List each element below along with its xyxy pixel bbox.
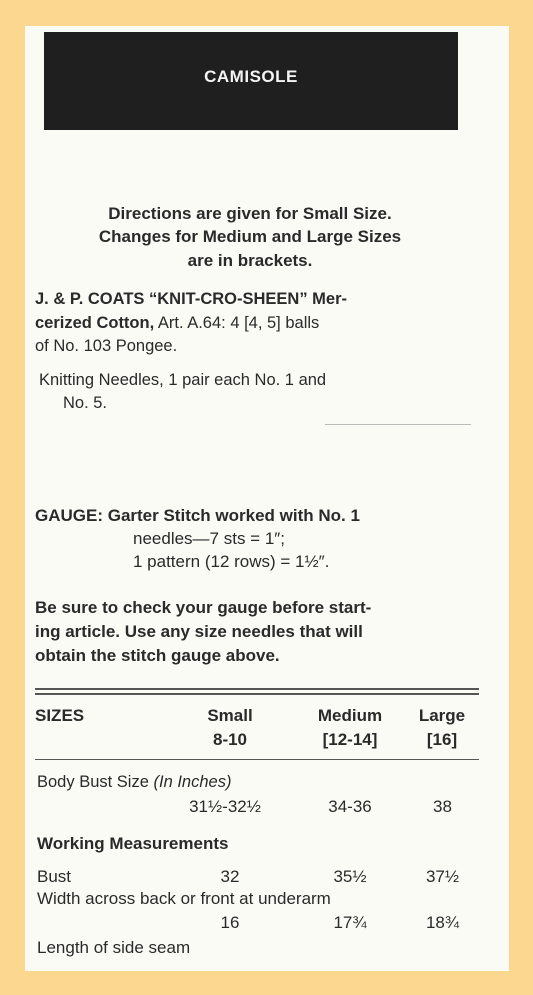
bust-large: 37½	[425, 867, 460, 886]
width-medium: 17¾	[333, 913, 367, 932]
title-banner	[44, 32, 458, 130]
col-medium-name: Medium	[317, 706, 383, 725]
gauge-line-1	[35, 505, 360, 527]
materials-cotton: cerized Cotton,	[35, 314, 155, 332]
bust-label: Bust	[37, 867, 72, 886]
width-large: 18¾	[425, 913, 460, 932]
page-title: CAMISOLE	[204, 67, 298, 86]
gauge-line-3: 1 pattern (12 rows) = 1½″.	[133, 552, 330, 571]
divider	[325, 424, 471, 425]
bust-medium: 35½	[333, 867, 367, 886]
gauge-label: GAUGE:	[35, 506, 103, 525]
side-seam-label: Length of side seam	[37, 938, 191, 957]
materials-art: Art. A.64: 4 [4, 5] balls	[154, 314, 320, 332]
body-bust-label	[37, 771, 231, 793]
table-rule-top-2	[35, 693, 479, 695]
table-rule-header	[35, 759, 479, 760]
sizes-header: SIZES	[35, 706, 85, 725]
intro-line-2: Changes for Medium and Large Sizes	[98, 227, 402, 246]
materials-line-1: J. & P. COATS “KNIT-CRO-SHEEN” Mer-	[35, 290, 348, 308]
body-bust-text: Body Bust Size	[37, 773, 149, 791]
width-label: Width across back or front at underarm	[37, 889, 331, 908]
col-large-range: [16]	[426, 730, 458, 749]
col-small-range: 8-10	[212, 730, 248, 749]
intro-line-1: Directions are given for Small Size.	[108, 204, 392, 223]
intro-line-3: are in brackets.	[187, 251, 313, 270]
body-bust-unit: (In Inches)	[153, 773, 232, 791]
gauge-stitch: Garter Stitch worked with No. 1	[103, 506, 360, 525]
bust-small: 32	[220, 867, 240, 886]
needles-line-1: Knitting Needles, 1 pair each No. 1 and	[39, 371, 327, 389]
width-small: 16	[220, 913, 240, 932]
body-bust-medium: 34-36	[328, 797, 372, 816]
table-rule-top	[35, 688, 479, 690]
col-small-name: Small	[207, 706, 253, 725]
body-bust-small: 31½-32½	[189, 797, 261, 816]
working-heading: Working Measurements	[37, 834, 229, 853]
check-line-1: Be sure to check your gauge before start-	[35, 598, 372, 617]
materials-line-3: of No. 103 Pongee.	[35, 337, 178, 355]
needles-line-2: No. 5.	[63, 394, 108, 412]
check-line-2: ing article. Use any size needles that will	[35, 622, 363, 641]
col-medium-range: [12-14]	[322, 730, 378, 749]
gauge-line-2: needles—7 sts = 1″;	[133, 529, 286, 548]
pattern-page	[25, 26, 509, 971]
materials-line-2	[35, 312, 319, 334]
check-line-3: obtain the stitch gauge above.	[35, 646, 280, 665]
body-bust-large: 38	[433, 797, 452, 816]
col-large-name: Large	[418, 706, 466, 725]
